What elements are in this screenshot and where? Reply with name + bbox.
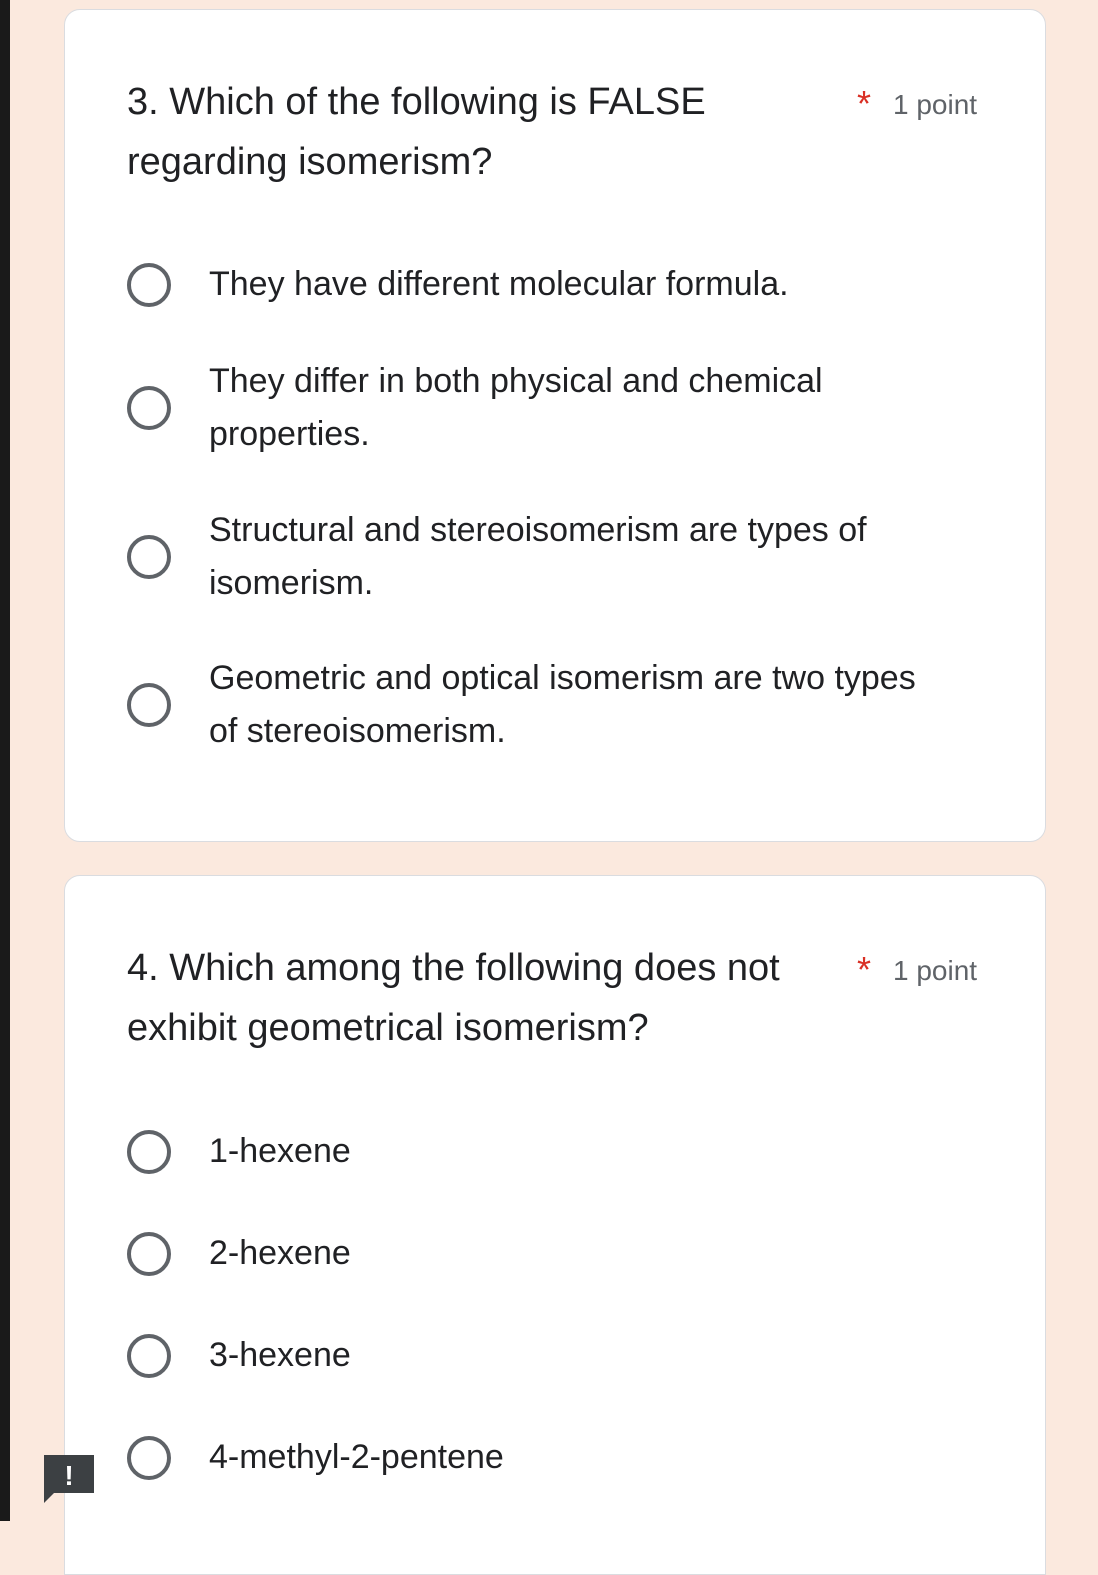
option-label: Geometric and optical isomerism are two types of stereoisomerism. [209,659,916,750]
question-title: 4. Which among the following does not exhibit geometrical isomerism? [127,947,780,1049]
option-radio[interactable] [127,1329,929,1382]
option-radio[interactable] [127,258,929,311]
radio-button[interactable] [127,1436,171,1480]
option-label: Structural and stereoisomerism are types of isomerism. [209,511,867,602]
option-label: 4-methyl-2-pentene [209,1438,504,1476]
option-radio[interactable] [127,652,929,758]
required-asterisk: * [857,83,872,124]
radio-button[interactable] [127,1130,171,1174]
required-asterisk: * [857,949,872,990]
option-radio[interactable] [127,1431,929,1484]
option-label: 1-hexene [209,1132,351,1170]
radio-button[interactable] [127,1232,171,1276]
option-label: They differ in both physical and chemical properties. [209,362,823,453]
badge-text: ! [64,1460,74,1491]
points-label: 1 point [893,955,978,986]
question-title: 3. Which of the following is FALSE regarding isomerism? [127,81,706,183]
radio-button[interactable] [127,386,171,430]
report-badge[interactable] [42,1455,94,1503]
option-radio[interactable] [127,504,929,610]
option-label: They have different molecular formula. [209,265,789,303]
option-label: 2-hexene [209,1234,351,1272]
question-card-3 [64,9,1046,842]
left-edge-strip [0,0,10,1521]
option-radio[interactable] [127,355,929,461]
radio-button[interactable] [127,535,171,579]
exclamation-icon [42,1455,94,1503]
question-card-4 [64,875,1046,1575]
radio-button[interactable] [127,683,171,727]
points-label: 1 point [893,89,978,120]
radio-button[interactable] [127,263,171,307]
option-radio[interactable] [127,1125,929,1178]
option-radio[interactable] [127,1227,929,1280]
option-label: 3-hexene [209,1336,351,1374]
radio-button[interactable] [127,1334,171,1378]
